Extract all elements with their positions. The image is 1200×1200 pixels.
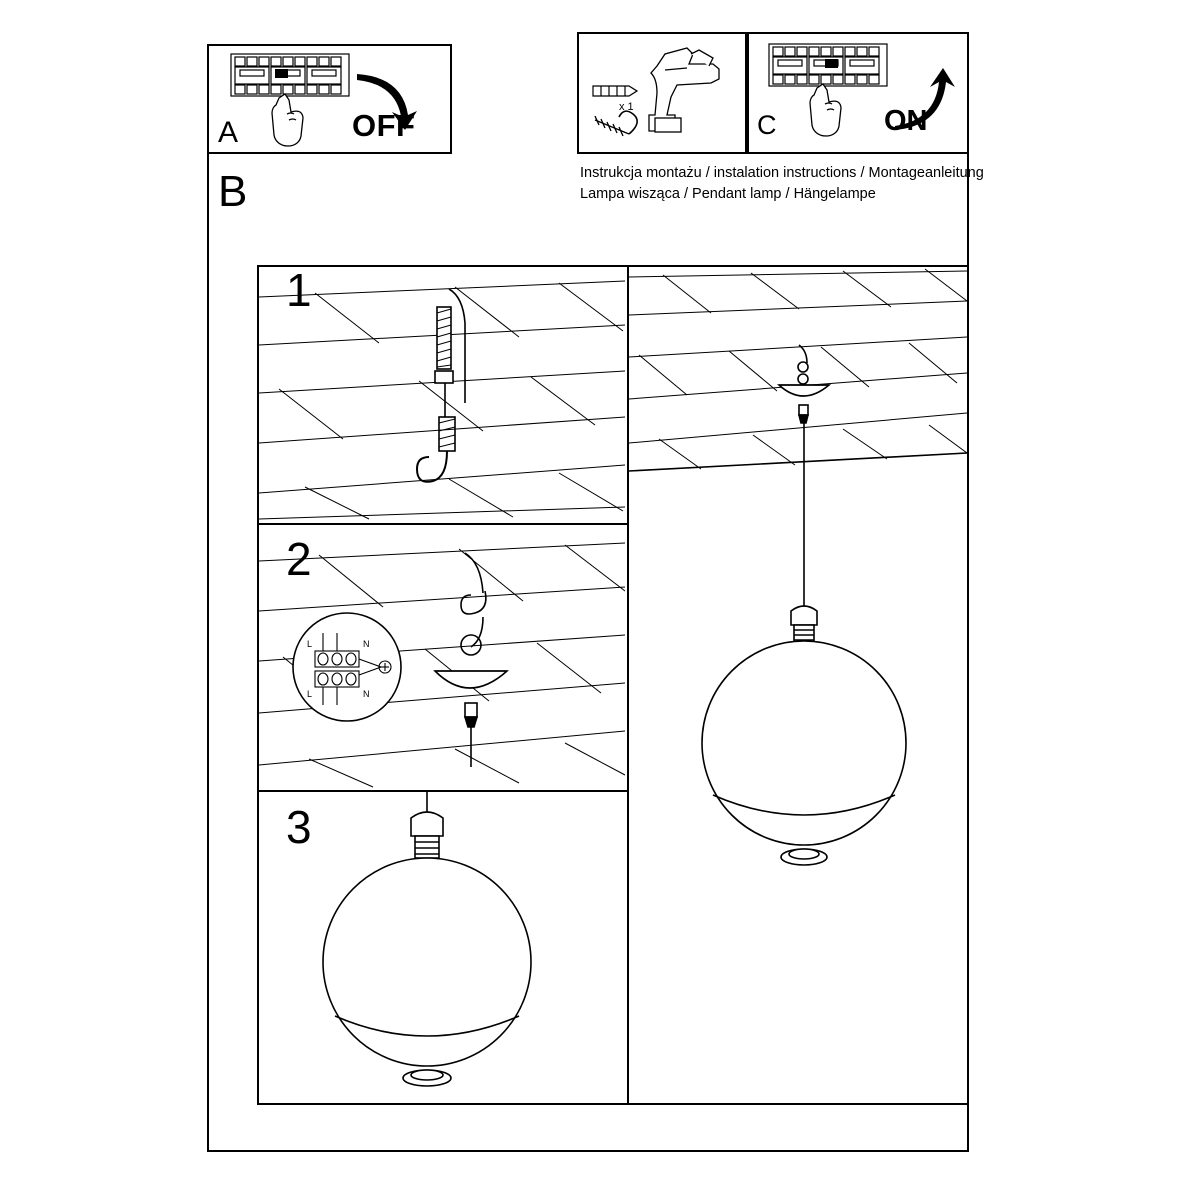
svg-text:N: N: [363, 639, 370, 649]
wall-plug-icon: [593, 86, 637, 96]
parts-illustration: [579, 34, 745, 152]
step-c-panel: [747, 32, 969, 154]
step-b-label: B: [218, 167, 248, 216]
lamp-socket-icon: [791, 606, 817, 625]
globe-shade-icon: [323, 858, 531, 1066]
grid-cell-step-3: [259, 792, 625, 1103]
finished-pendant-lamp-panel: [629, 267, 967, 1103]
ceiling-rose-icon: [779, 385, 829, 396]
page-frame-bottom-edge: [207, 1150, 969, 1152]
step-a-label: A: [218, 116, 239, 149]
step-1-illustration: [259, 267, 625, 521]
grid-step-2-number: 2: [286, 533, 312, 585]
step-c-label: C: [757, 110, 777, 140]
grid-cell-step-2: [259, 525, 625, 788]
step-a-action-text: OFF: [352, 108, 416, 143]
result-illustration: [629, 267, 967, 1103]
step-c-action-text: ON: [884, 105, 928, 137]
screw-hook-icon: [595, 111, 637, 136]
page-frame-left-edge: [207, 44, 209, 1152]
svg-text:L: L: [307, 639, 313, 649]
caption-line-instructions: Instrukcja montażu / instalation instructions / Montageanleitung: [580, 165, 984, 181]
parts-panel: [577, 32, 747, 154]
parts-quantity-label: x 1: [619, 101, 634, 113]
step-c-illustration: [749, 34, 967, 152]
grid-step-3-number: 3: [286, 801, 312, 853]
power-drill-icon: [649, 48, 719, 132]
step-2-illustration: [259, 525, 625, 788]
caption-line-product: Lampa wisząca / Pendant lamp / Hängelampe: [580, 186, 876, 203]
lamp-socket-icon: [411, 812, 443, 836]
canopy-icon: [435, 671, 507, 767]
grid-cell-step-1: [259, 267, 625, 521]
ceiling-hatch-pattern: [629, 269, 967, 471]
hand-pointing-icon: [272, 94, 303, 146]
caption-block: [580, 163, 1000, 205]
step-3-illustration: [259, 792, 625, 1103]
svg-text:L: L: [307, 689, 313, 699]
terminal-block-detail-icon: [293, 613, 401, 721]
hand-pointing-icon: [810, 84, 841, 136]
grid-step-1-number: 1: [286, 264, 312, 316]
svg-text:N: N: [363, 689, 370, 699]
